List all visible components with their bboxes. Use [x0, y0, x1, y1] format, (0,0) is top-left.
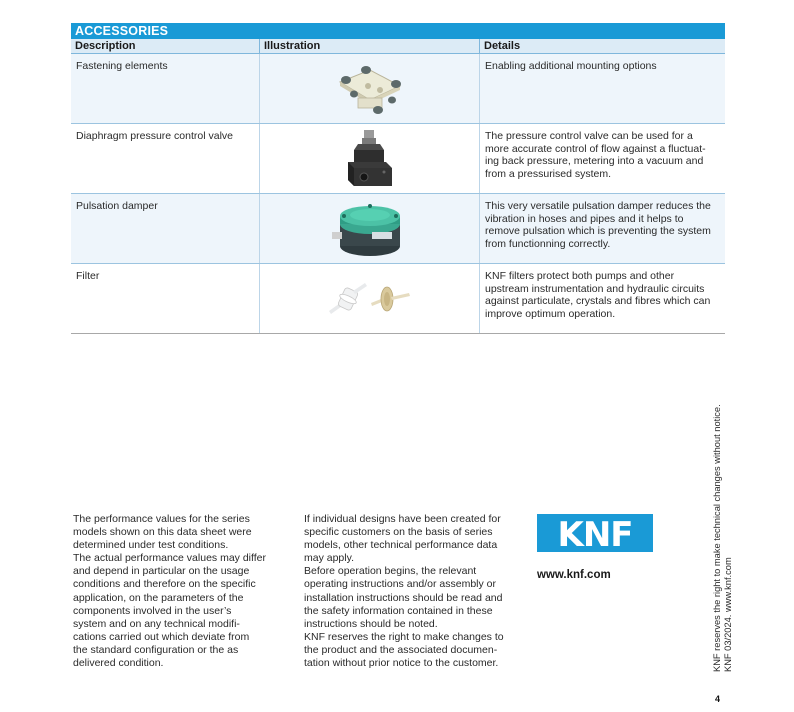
column-header-details: Details	[479, 39, 725, 54]
filter-icon	[325, 277, 415, 321]
row-description: Fastening elements	[76, 60, 168, 72]
row-illustration	[259, 124, 479, 193]
side-legal-line-2: KNF 03/2024. www.knf.com	[723, 557, 733, 672]
disclaimer-text-middle: If individual designs have been created for specific customers on the basis of series models, other technical performance data may apply. Before operation begins, the relevant operating instructions and/or assembly or installation instructions should be read and the safety information contained in these instructions should be noted. KNF reserves the right to make changes to the product and the associated documen- tation without prior notice to the customer.	[304, 513, 504, 670]
side-legal-note	[712, 404, 734, 672]
custom-design-disclaimer	[304, 513, 534, 670]
knf-logo	[537, 514, 653, 552]
row-illustration	[259, 54, 479, 123]
logo-lettering: KNF	[557, 515, 633, 552]
table-row	[71, 264, 725, 334]
website-link[interactable]: www.knf.com	[537, 569, 611, 581]
table-row	[71, 124, 725, 194]
pressure-control-valve-icon	[342, 128, 398, 190]
row-description: Filter	[76, 270, 100, 282]
row-description: Diaphragm pressure control valve	[76, 130, 233, 142]
table-row	[71, 194, 725, 264]
fastening-elements-icon	[330, 60, 410, 118]
performance-disclaimer	[73, 513, 298, 670]
row-details: Enabling additional mounting options	[479, 54, 725, 123]
disclaimer-text-left: The performance values for the series models shown on this data sheet were determined under test conditions. The actual performance values may differ and depend in particular on the usage conditions and therefore on the specific application, on the parameters of the components involved in the user’s system and on any technical modifi- cations carried out which deviate from the standard configuration or the as delivered condition.	[73, 513, 266, 670]
column-header-illustration: Illustration	[259, 39, 479, 54]
table-header-row	[71, 39, 725, 54]
accessories-table	[71, 23, 725, 334]
row-description: Pulsation damper	[76, 200, 158, 212]
side-legal-line-1: KNF reserves the right to make technical changes without notice.	[712, 404, 722, 672]
row-details: The pressure control valve can be used for a more accurate control of flow against a fluctuat- ing back pressure, metering into a vacuum and from a pressurised system.	[479, 124, 725, 193]
row-details: KNF filters protect both pumps and other upstream instrumentation and hydraulic circuits against particulate, crystals and fibres which can improve optimum operation.	[479, 264, 725, 333]
row-illustration	[259, 194, 479, 263]
column-header-description: Description	[75, 40, 136, 52]
pulsation-damper-icon	[330, 198, 410, 260]
row-details: This very versatile pulsation damper reduces the vibration in hoses and pipes and it helps to remove pulsation which is preventing the system from functionning correctly.	[479, 194, 725, 263]
table-row	[71, 54, 725, 124]
row-illustration	[259, 264, 479, 333]
table-title: ACCESSORIES	[71, 23, 725, 39]
page-number: 4	[715, 694, 721, 704]
